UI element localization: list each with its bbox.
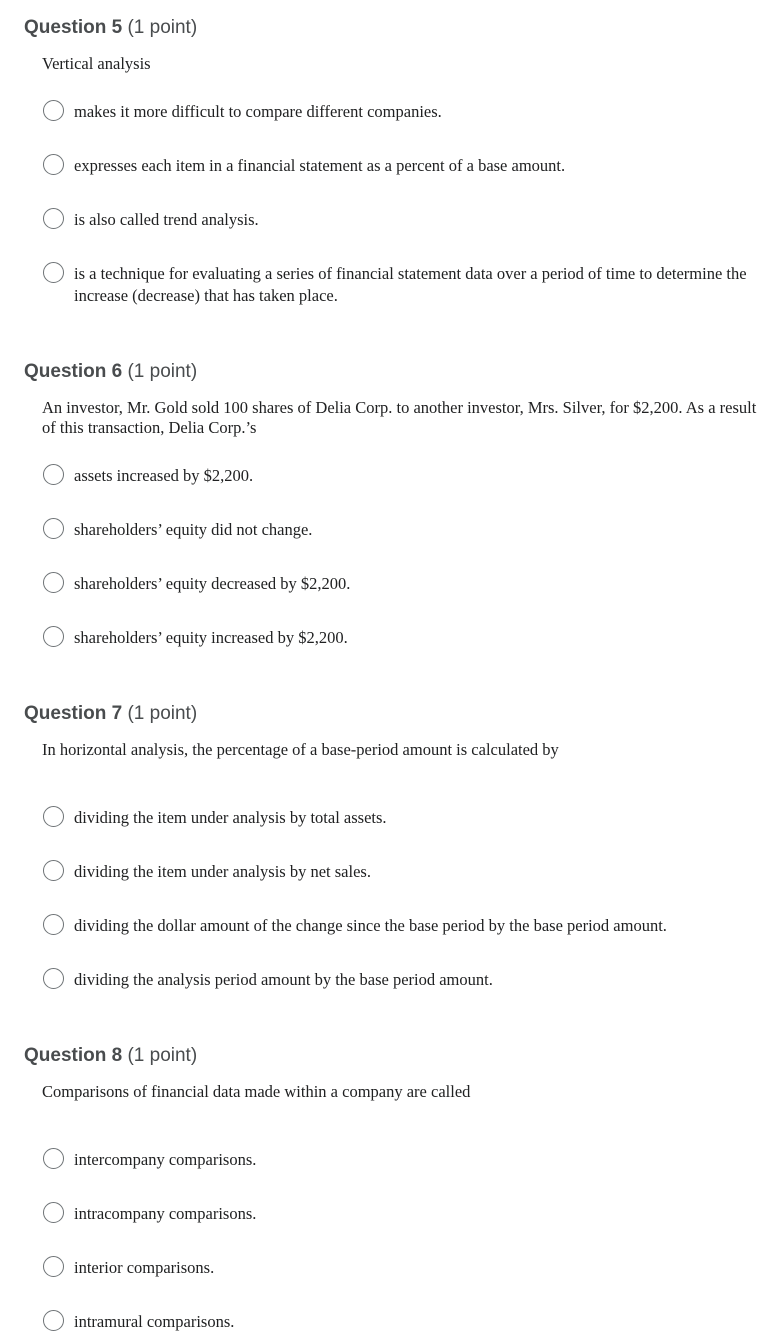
- option-label: intramural comparisons.: [74, 1312, 235, 1331]
- radio-button[interactable]: [43, 1202, 64, 1223]
- question-points: (1 point): [122, 1045, 198, 1066]
- question-prompt: Comparisons of financial data made within a company are called: [42, 1082, 471, 1101]
- question-label: Question 6: [24, 361, 123, 382]
- question-prompt: Vertical analysis: [42, 54, 151, 73]
- question-label: Question 5: [24, 17, 123, 38]
- radio-button[interactable]: [43, 860, 64, 881]
- question-prompt: An investor, Mr. Gold sold 100 shares of Delia Corp. to another investor, Mrs. Silver, for $2,200. As a result of this transaction, Delia Corp.’s: [42, 398, 757, 437]
- radio-button[interactable]: [43, 572, 64, 593]
- option-label: is also called trend analysis.: [74, 210, 259, 229]
- radio-button[interactable]: [43, 626, 64, 647]
- radio-button[interactable]: [43, 100, 64, 121]
- radio-button[interactable]: [43, 968, 64, 989]
- radio-button[interactable]: [43, 1148, 64, 1169]
- question-label: Question 8: [24, 1045, 123, 1066]
- option-label: dividing the item under analysis by net sales.: [74, 862, 371, 881]
- radio-button[interactable]: [43, 1256, 64, 1277]
- question-points: (1 point): [122, 703, 198, 724]
- option-label: assets increased by $2,200.: [74, 466, 254, 485]
- option-label: shareholders’ equity increased by $2,200.: [74, 628, 348, 647]
- question-points: (1 point): [122, 361, 198, 382]
- option-label: intracompany comparisons.: [74, 1204, 257, 1223]
- question-title: [24, 703, 197, 725]
- question-label: Question 7: [24, 703, 123, 724]
- option-label: interior comparisons.: [74, 1258, 215, 1277]
- radio-button[interactable]: [43, 806, 64, 827]
- radio-button[interactable]: [43, 464, 64, 485]
- option-label: shareholders’ equity did not change.: [74, 520, 313, 539]
- question-title: [24, 361, 197, 383]
- option-label: intercompany comparisons.: [74, 1150, 257, 1169]
- question-title: [24, 1045, 197, 1067]
- radio-button[interactable]: [43, 914, 64, 935]
- question-prompt: In horizontal analysis, the percentage of a base-period amount is calculated by: [42, 740, 559, 759]
- option-label: makes it more difficult to compare different companies.: [74, 102, 442, 121]
- question-title: [24, 17, 197, 39]
- option-label: is a technique for evaluating a series of financial statement data over a period of time to determine the increase (decrease) that has taken place.: [74, 264, 747, 305]
- radio-button[interactable]: [43, 208, 64, 229]
- option-label: shareholders’ equity decreased by $2,200.: [74, 574, 351, 593]
- option-label: dividing the analysis period amount by the base period amount.: [74, 970, 493, 989]
- option-label: dividing the dollar amount of the change since the base period by the base period amount.: [74, 916, 667, 935]
- radio-button[interactable]: [43, 518, 64, 539]
- radio-button[interactable]: [43, 262, 64, 283]
- option-label: dividing the item under analysis by total assets.: [74, 808, 387, 827]
- radio-button[interactable]: [43, 154, 64, 175]
- option-label: expresses each item in a financial statement as a percent of a base amount.: [74, 156, 566, 175]
- radio-button[interactable]: [43, 1310, 64, 1331]
- question-points: (1 point): [122, 17, 198, 38]
